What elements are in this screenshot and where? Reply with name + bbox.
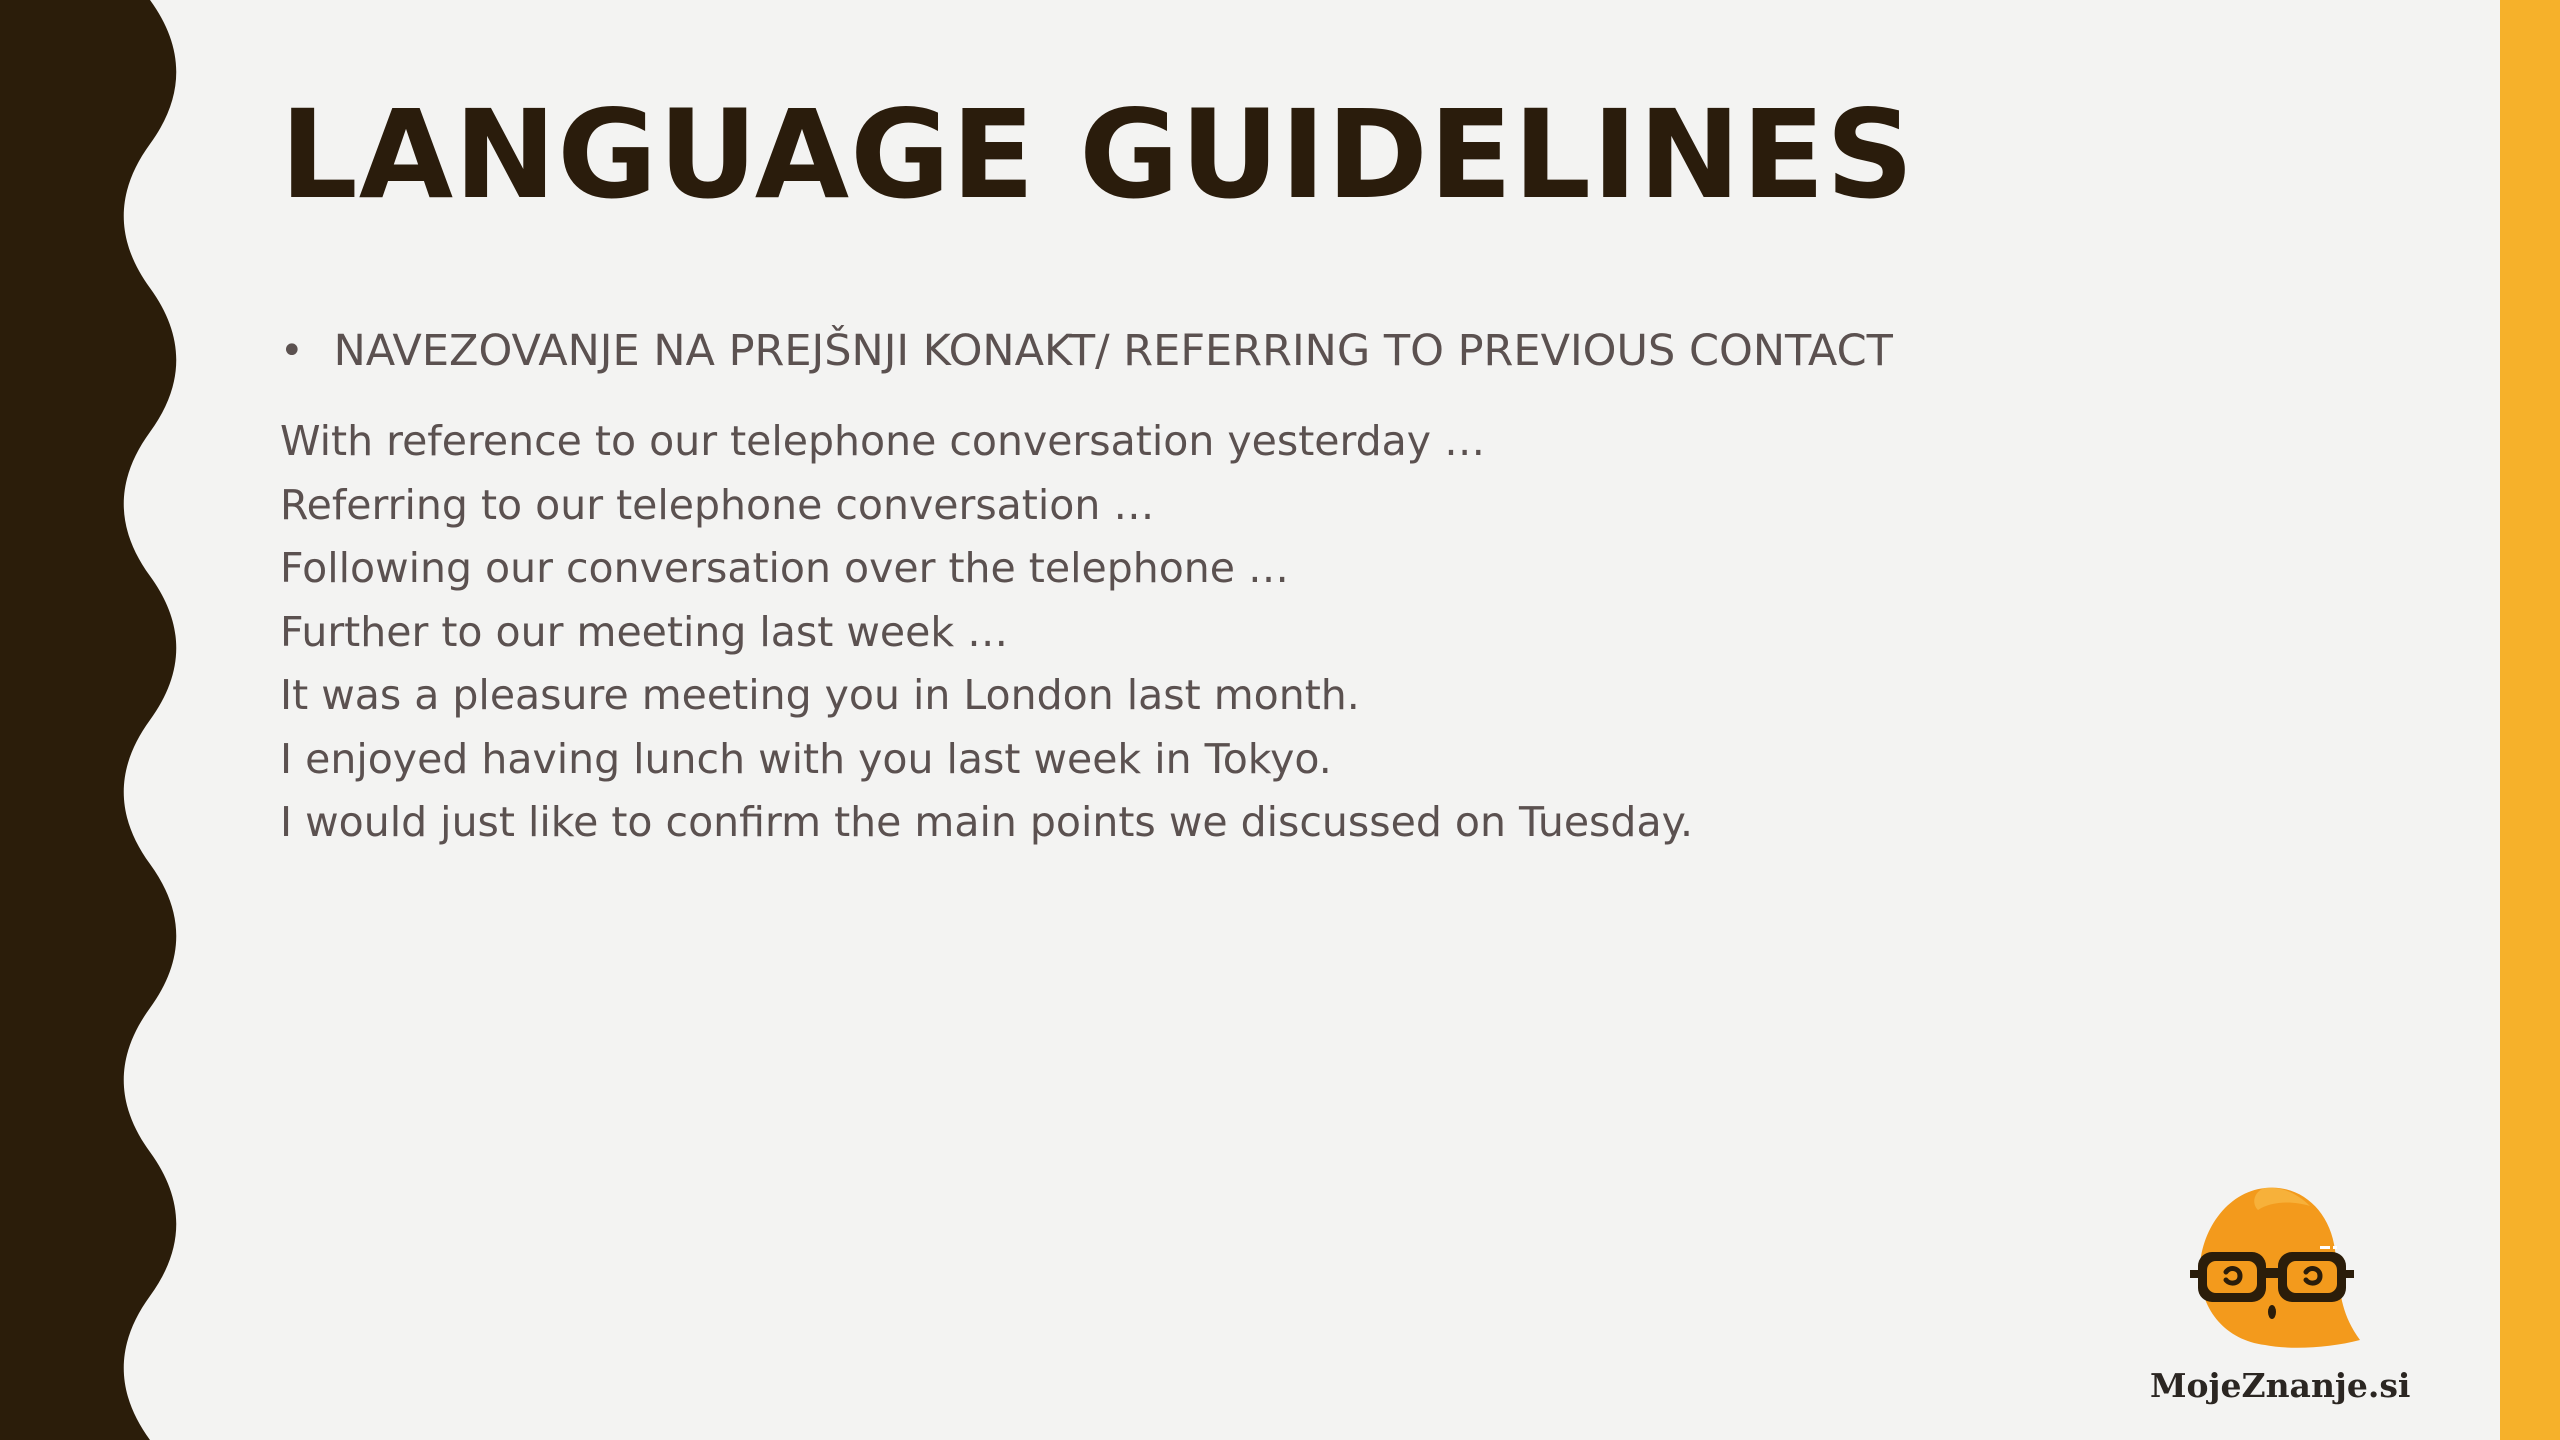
bullet-dot: • [280,328,304,374]
phrase-line: I enjoyed having lunch with you last week in Tokyo. [280,734,1332,783]
phrase-list [280,410,1693,855]
bullet-heading: NAVEZOVANJE NA PREJŠNJI KONAKT/ REFERRING TO PREVIOUS CONTACT [333,326,1893,376]
phrase-line: With reference to our telephone conversation yesterday … [280,417,1486,465]
mojeznanje-logo [2150,1180,2411,1420]
bullet-heading-row [280,326,1893,376]
phrase-line: Further to our meeting last week … [280,607,1009,656]
phrase-line: I would just like to confirm the main points we discussed on Tuesday. [280,798,1694,846]
owl-with-glasses-icon [2170,1180,2380,1365]
phrase-line: Referring to our telephone conversation … [280,480,1155,529]
phrase-line: Following our conversation over the telephone … [280,544,1290,592]
phrase-line: It was a pleasure meeting you in London last month. [280,671,1360,719]
right-accent-bar [2500,0,2560,1440]
left-wave-decoration [0,0,200,1440]
slide-title: LANGUAGE GUIDELINES [280,84,1915,226]
logo-wordmark: MojeZnanje.si [2150,1366,2411,1405]
